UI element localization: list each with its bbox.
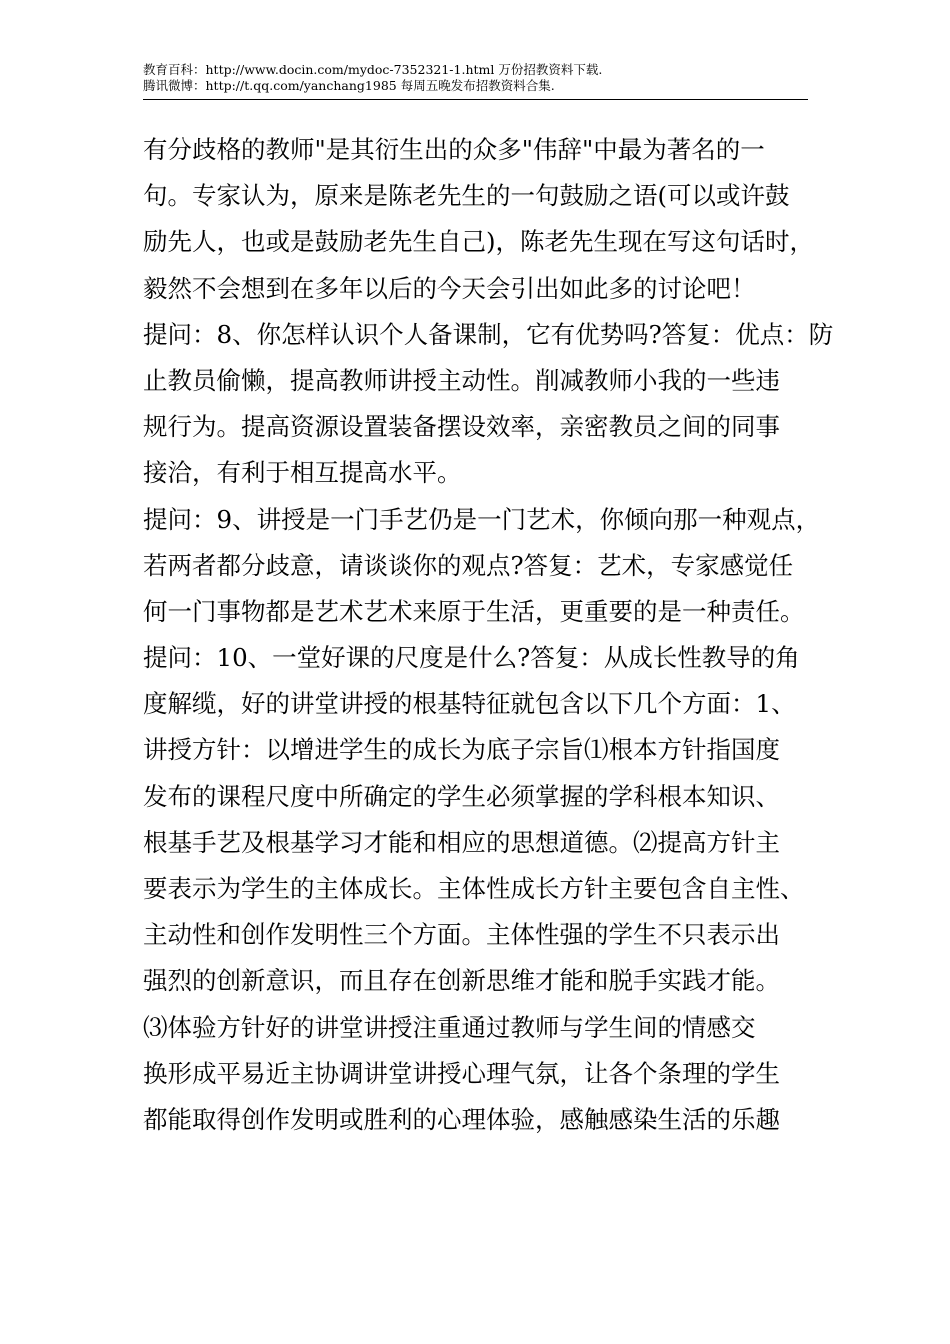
text-line: 讲授方针：以增进学生的成长为底子宗旨⑴根本方针指国度 — [143, 735, 780, 765]
header-divider — [143, 99, 808, 100]
text-line: 毅然不会想到在多年以后的今天会引出如此多的讨论吧！ — [143, 273, 756, 303]
page-header — [143, 62, 805, 94]
text-line: 根基手艺及根基学习才能和相应的思想道德。⑵提高方针主 — [143, 827, 780, 857]
header-line-docin: 教育百科：http://www.docin.com/mydoc-7352321-1.html 万份招教资料下载. — [143, 62, 603, 77]
text-line: 规行为。提高资源设置装备摆设效率，亲密教员之间的同事 — [143, 412, 780, 442]
text-line: 要表示为学生的主体成长。主体性成长方针主要包含自主性、 — [143, 874, 805, 903]
text-line: 发布的课程尺度中所确定的学生必须掌握的学科根本知识、 — [143, 781, 780, 811]
text-line: 主动性和创作发明性三个方面。主体性强的学生不只表示出 — [143, 920, 780, 950]
text-line: 有分歧格的教师"是其衍生出的众多"伟辞"中最为著名的一 — [143, 135, 765, 164]
text-line: ⑶体验方针好的讲堂讲授注重通过教师与学生间的情感交 — [143, 1012, 756, 1042]
text-line: 都能取得创作发明或胜利的心理体验，感触感染生活的乐趣 — [143, 1104, 780, 1134]
header-line-weibo: 腾讯微博：http://t.qq.com/yanchang1985 每周五晚发布招教资料合集. — [143, 78, 555, 93]
text-line: 接洽，有利于相互提高水平。 — [143, 458, 462, 488]
text-line: 提问：10、一堂好课的尺度是什么?答复：从成长性教导的角 — [143, 643, 800, 673]
text-line: 励先人，也或是鼓励老先生自己)，陈老先生现在写这句话时， — [143, 227, 815, 257]
text-line: 句。专家认为，原来是陈老先生的一句鼓励之语(可以或许鼓 — [143, 181, 790, 211]
text-line: 何一门事物都是艺术艺术来原于生活，更重要的是一种责任。 — [143, 596, 805, 626]
text-line: 止教员偷懒，提高教师讲授主动性。削减教师小我的一些违 — [143, 365, 780, 395]
text-line: 若两者都分歧意，请谈谈你的观点?答复：艺术，专家感觉任 — [143, 550, 794, 580]
text-line: 提问：9、讲授是一门手艺仍是一门艺术，你倾向那一种观点， — [143, 504, 821, 534]
document-body — [143, 127, 833, 1143]
text-line: 换形成平易近主协调讲堂讲授心理气氛，让各个条理的学生 — [143, 1058, 780, 1088]
text-line: 强烈的创新意识，而且存在创新思维才能和脱手实践才能。 — [143, 966, 780, 996]
text-line: 提问：8、你怎样认识个人备课制，它有优势吗?答复：优点：防 — [143, 319, 834, 349]
text-line: 度解缆，好的讲堂讲授的根基特征就包含以下几个方面：1、 — [143, 689, 796, 719]
